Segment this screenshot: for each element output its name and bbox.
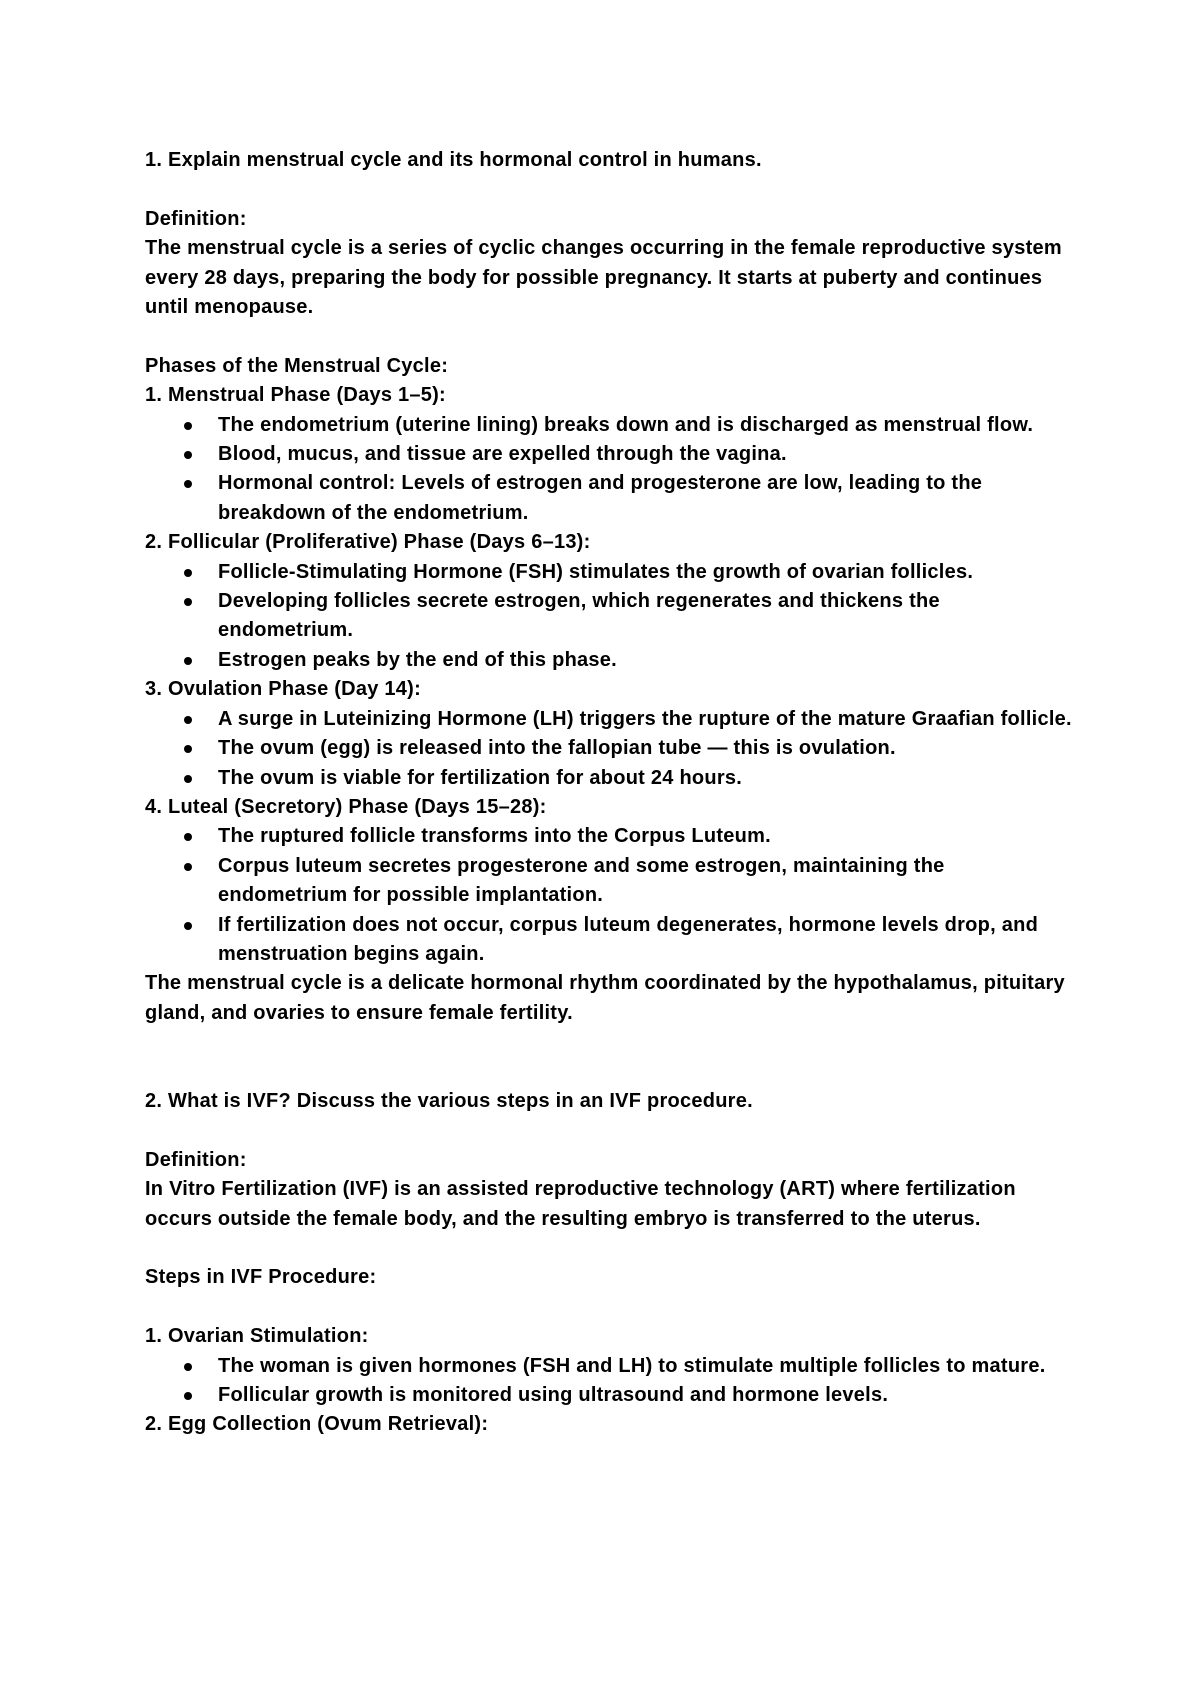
list-item: Hormonal control: Levels of estrogen and progesterone are low, leading to the breakdown of the endometrium.: [145, 469, 1075, 528]
phase-1-bullets: [145, 411, 1075, 529]
bullet-icon: [184, 569, 192, 577]
phase-3-heading: 3. Ovulation Phase (Day 14):: [145, 678, 421, 701]
q1-title: 1. Explain menstrual cycle and its hormonal control in humans.: [145, 149, 762, 171]
bullet-icon: [184, 422, 192, 430]
list-item: Blood, mucus, and tissue are expelled through the vagina.: [145, 440, 1075, 469]
phase-1-heading: 1. Menstrual Phase (Days 1–5):: [145, 384, 446, 407]
bullet-icon: [184, 657, 192, 665]
bullet-icon: [184, 598, 192, 606]
bullet-icon: [184, 833, 192, 841]
q2-definition-text: In Vitro Fertilization (IVF) is an assisted reproductive technology (ART) where fertilization occurs outside the female body, and the resulting embryo is transferred to the uterus.: [145, 1178, 1016, 1230]
phase-4-bullets: [145, 822, 1075, 969]
bullet-icon: [184, 1363, 192, 1371]
list-item: Estrogen peaks by the end of this phase.: [145, 646, 1075, 675]
list-item: The endometrium (uterine lining) breaks down and is discharged as menstrual flow.: [145, 411, 1075, 440]
list-item: The woman is given hormones (FSH and LH) to stimulate multiple follicles to mature.: [145, 1352, 1075, 1381]
list-item: If fertilization does not occur, corpus luteum degenerates, hormone levels drop, and menstruation begins again.: [145, 911, 1075, 970]
list-item: Follicular growth is monitored using ultrasound and hormone levels.: [145, 1381, 1075, 1410]
q1-definition-text: The menstrual cycle is a series of cyclic changes occurring in the female reproductive system every 28 days, preparing the body for possible pregnancy. It starts at puberty and continues until menopause.: [145, 237, 1062, 319]
list-item: Corpus luteum secretes progesterone and some estrogen, maintaining the endometrium for possible implantation.: [145, 852, 1075, 911]
list-item: Follicle-Stimulating Hormone (FSH) stimulates the growth of ovarian follicles.: [145, 558, 1075, 587]
phase-3-bullets: [145, 705, 1075, 793]
q2-title: 2. What is IVF? Discuss the various steps in an IVF procedure.: [145, 1089, 753, 1112]
bullet-icon: [184, 922, 192, 930]
bullet-icon: [184, 480, 192, 488]
document-page: [145, 146, 1075, 1440]
list-item: Developing follicles secrete estrogen, which regenerates and thickens the endometrium.: [145, 587, 1075, 646]
bullet-icon: [184, 451, 192, 459]
list-item: A surge in Luteinizing Hormone (LH) triggers the rupture of the mature Graafian follicle.: [145, 705, 1075, 734]
phase-4-heading: 4. Luteal (Secretory) Phase (Days 15–28):: [145, 795, 547, 818]
step-2-heading: 2. Egg Collection (Ovum Retrieval):: [145, 1413, 489, 1436]
list-item: The ruptured follicle transforms into the Corpus Luteum.: [145, 822, 1075, 851]
step-1-heading: 1. Ovarian Stimulation:: [145, 1325, 369, 1348]
bullet-icon: [184, 716, 192, 724]
q1-conclusion: The menstrual cycle is a delicate hormonal rhythm coordinated by the hypothalamus, pituitary gland, and ovaries to ensure female fertility.: [145, 972, 1065, 1024]
q2-definition-label: Definition:: [145, 1148, 247, 1171]
q1-definition-label: Definition:: [145, 207, 247, 230]
phase-2-bullets: [145, 558, 1075, 676]
q1-phases-heading: Phases of the Menstrual Cycle:: [145, 354, 449, 377]
q2-steps-heading: Steps in IVF Procedure:: [145, 1266, 377, 1289]
bullet-icon: [184, 745, 192, 753]
phase-2-heading: 2. Follicular (Proliferative) Phase (Days 6–13):: [145, 531, 591, 554]
bullet-icon: [184, 1392, 192, 1400]
list-item: The ovum is viable for fertilization for about 24 hours.: [145, 764, 1075, 793]
step-1-bullets: [145, 1352, 1075, 1411]
list-item: The ovum (egg) is released into the fallopian tube — this is ovulation.: [145, 734, 1075, 763]
bullet-icon: [184, 775, 192, 783]
bullet-icon: [184, 863, 192, 871]
